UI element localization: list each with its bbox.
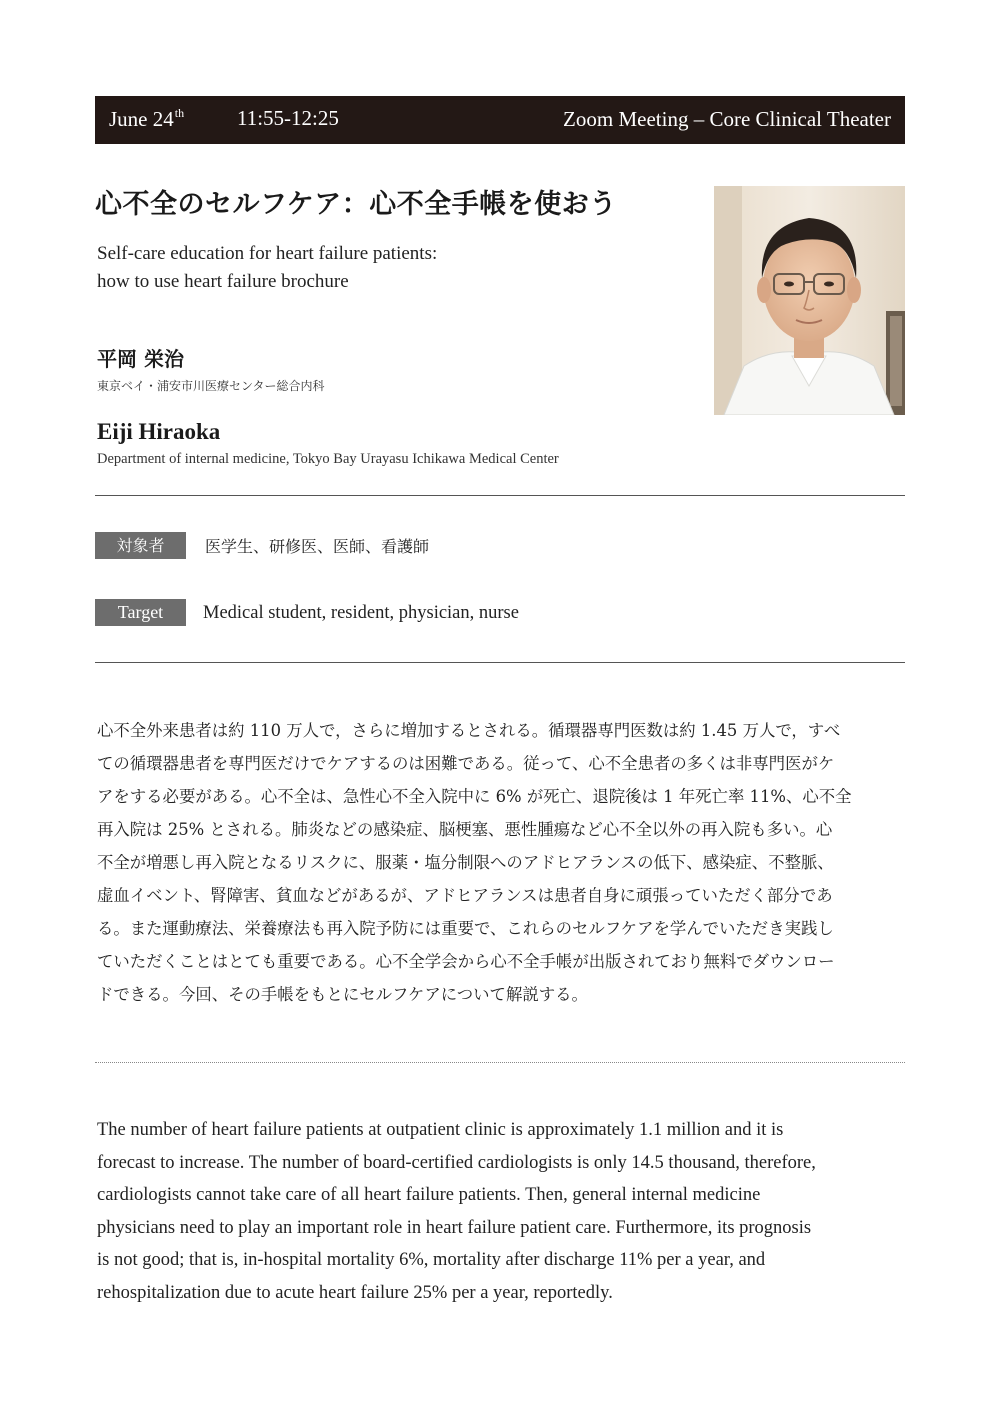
abstract-en-line: rehospitalization due to acute heart failure 25% per a year, reportedly. (97, 1282, 613, 1303)
lecture-title-en-line2: how to use heart failure brochure (97, 271, 349, 292)
speaker-name-ja: 平岡 栄治 (97, 347, 184, 371)
abstract-ja-line: 虚血イベント、腎障害、貧血などがあるが、アドヒアランスは患者自身に頑張っていただく部分であ (97, 886, 833, 905)
abstract-ja-line: 再入院は 25% とされる。肺炎などの感染症、脳梗塞、悪性腫瘍など心不全以外の再入院も多い。心 (97, 820, 833, 839)
abstract-ja-line: 不全が増悪し再入院となるリスクに、服薬・塩分制限へのアドヒアランスの低下、感染症、不整脈、 (97, 853, 834, 872)
divider-top (95, 495, 905, 496)
abstract-en-line: physicians need to play an important role in heart failure patient care. Furthermore, its prognosis (97, 1217, 812, 1238)
session-time: 11:55-12:25 (237, 106, 339, 130)
target-label-ja: 対象者 (95, 532, 186, 559)
abstract-ja-line: ドできる。今回、その手帳をもとにセルフケアについて解説する。 (97, 985, 588, 1004)
abstract-en-line: is not good; that is, in-hospital mortality 6%, mortality after discharge 11% per a year, and (97, 1250, 766, 1270)
abstract-ja-line: ての循環器患者を専門医だけでケアするのは困難である。従って、心不全患者の多くは非専門医がケ (97, 754, 835, 773)
abstract-ja-line: る。また運動療法、栄養療法も再入院予防には重要で、これらのセルフケアを学んでいただき実践し (97, 919, 834, 938)
abstract-ja-line: ていただくことはとても重要である。心不全学会から心不全手帳が出版されており無料でダウンロー (97, 952, 835, 971)
target-value-ja: 医学生、研修医、医師、看護師 (205, 537, 430, 556)
speaker-photo (714, 186, 905, 415)
speaker-name-en: Eiji Hiraoka (97, 419, 221, 444)
speaker-affiliation-en: Department of internal medicine, Tokyo Bay Urayasu Ichikawa Medical Center (97, 451, 559, 467)
lecture-title-en (97, 240, 437, 296)
speaker-affiliation-ja: 東京ベイ・浦安市川医療センター総合内科 (97, 379, 325, 393)
target-value-en: Medical student, resident, physician, nurse (203, 603, 519, 623)
lecture-title-ja: 心不全のセルフケア：心不全手帳を使おう (95, 189, 617, 220)
abstract-en-line: cardiologists cannot take care of all heart failure patients. Then, general internal medicine (97, 1185, 761, 1205)
target-label-en: Target (95, 599, 186, 626)
abstract-ja-line: 心不全外来患者は約 110 万人で，さらに増加するとされる。循環器専門医数は約 1.45 万人で，すべ (97, 721, 841, 740)
abstract-en-line: forecast to increase. The number of board-certified cardiologists is only 14.5 thousand, therefore, (97, 1152, 816, 1173)
session-header-bar (95, 96, 905, 144)
abstract-en-line: The number of heart failure patients at outpatient clinic is approximately 1.1 million and it is (97, 1120, 784, 1140)
divider-dotted (95, 1062, 905, 1063)
session-date: June 24th (109, 106, 185, 131)
date-suffix: th (174, 106, 185, 120)
abstract-en (97, 1114, 907, 1309)
abstract-ja (97, 714, 907, 1011)
divider-middle (95, 662, 905, 663)
session-venue: Zoom Meeting – Core Clinical Theater (563, 107, 891, 131)
abstract-ja-line: アをする必要がある。心不全は、急性心不全入院中に 6% が死亡、退院後は 1 年死亡率 11%、心不全 (97, 787, 852, 806)
lecture-title-en-line1: Self-care education for heart failure patients: (97, 243, 438, 264)
